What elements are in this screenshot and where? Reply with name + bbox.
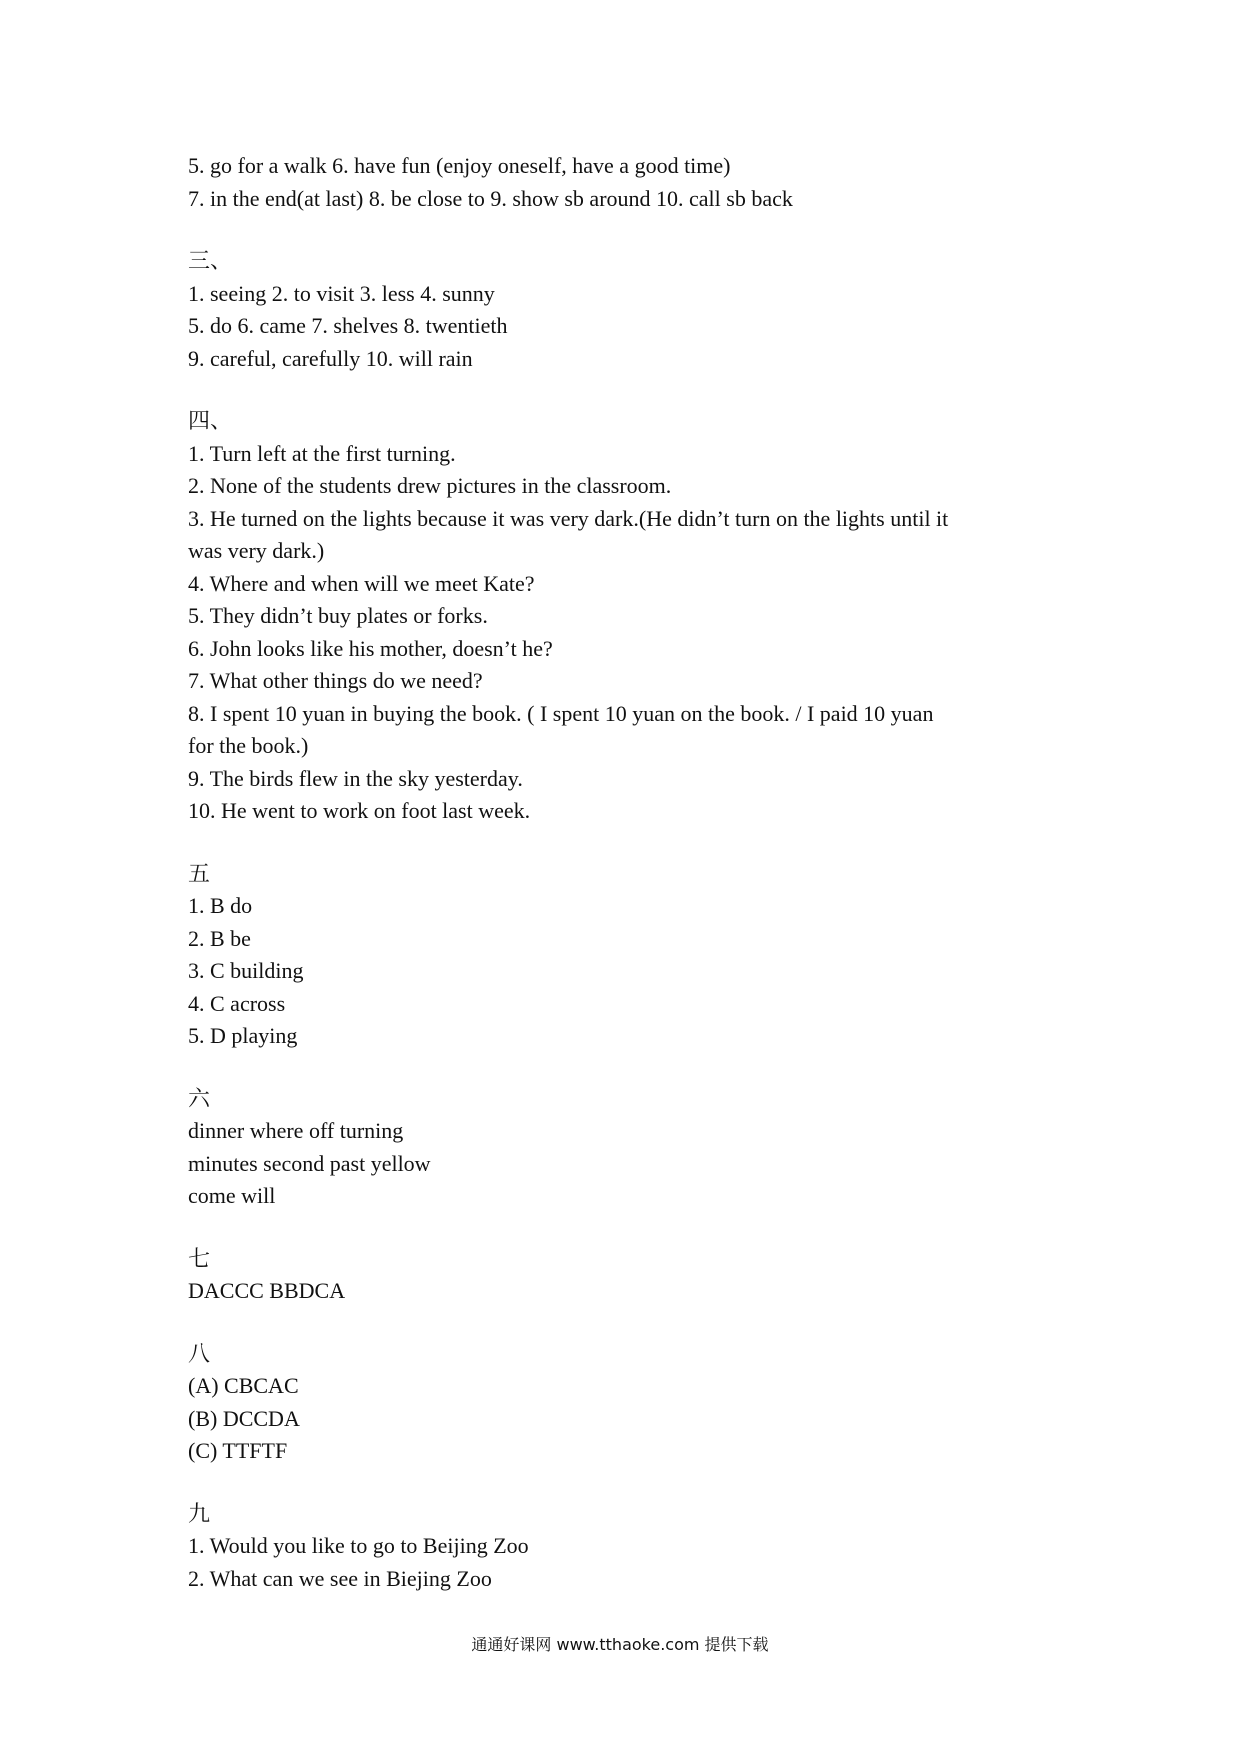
answer-line: 4. Where and when will we meet Kate?	[188, 570, 535, 596]
answer-line: 9. The birds flew in the sky yesterday.	[188, 765, 523, 791]
section-heading: 七	[188, 1245, 211, 1271]
answer-line: (A) CBCAC	[188, 1373, 299, 1398]
answer-line: DACCC BBDCA	[188, 1278, 346, 1303]
answer-line: 3. He turned on the lights because it was very dark.(He didn’t turn on the lights until it	[188, 505, 949, 531]
answer-line: 7. in the end(at last) 8. be close to 9. show sb around 10. call sb back	[188, 185, 793, 211]
answer-line: 10. He went to work on foot last week.	[188, 798, 531, 823]
section-9	[188, 1498, 1068, 1596]
section-5	[188, 858, 1068, 1053]
answer-line: (C) TTFTF	[188, 1438, 288, 1463]
answer-line: come will	[188, 1183, 276, 1208]
section-3	[188, 245, 1068, 375]
answer-line: 1. seeing 2. to visit 3. less 4. sunny	[188, 280, 495, 306]
section-heading: 五	[188, 860, 211, 886]
answer-line: 3. C building	[188, 958, 304, 983]
section-heading: 八	[188, 1340, 211, 1366]
section-8	[188, 1338, 1068, 1468]
answer-line: 5. go for a walk 6. have fun (enjoy oneself, have a good time)	[188, 153, 731, 178]
answer-line: 1. Would you like to go to Beijing Zoo	[188, 1533, 529, 1558]
section-heading: 六	[188, 1085, 211, 1111]
answer-line: 7. What other things do we need?	[188, 668, 483, 693]
answer-line: 4. C across	[188, 990, 286, 1016]
section-heading: 四、	[188, 408, 233, 433]
answer-line: 8. I spent 10 yuan in buying the book. ( I spent 10 yuan on the book. / I paid 10 yuan	[188, 700, 934, 726]
section-6	[188, 1083, 1068, 1213]
section-4	[188, 405, 1068, 828]
answer-line: 2. B be	[188, 925, 251, 951]
answer-line: (B) DCCDA	[188, 1405, 300, 1431]
section-heading: 三、	[188, 248, 233, 273]
answer-line: 5. do 6. came 7. shelves 8. twentieth	[188, 313, 508, 338]
answer-line: dinner where off turning	[188, 1118, 404, 1143]
answer-line: for the book.)	[188, 733, 309, 758]
answer-line: 6. John looks like his mother, doesn’t he?	[188, 635, 553, 661]
answer-line: 5. They didn’t buy plates or forks.	[188, 603, 488, 628]
answer-line: 2. None of the students drew pictures in the classroom.	[188, 473, 672, 498]
answer-line: was very dark.)	[188, 538, 325, 563]
section-2-continued	[188, 150, 1068, 215]
answer-line: 2. What can we see in Biejing Zoo	[188, 1565, 492, 1591]
answer-line: 5. D playing	[188, 1023, 298, 1048]
answer-line: 1. Turn left at the first turning.	[188, 440, 456, 466]
section-7	[188, 1243, 1068, 1308]
answer-line: minutes second past yellow	[188, 1150, 431, 1176]
answer-line: 9. careful, carefully 10. will rain	[188, 345, 473, 371]
section-heading: 九	[188, 1500, 211, 1526]
answer-sheet	[188, 150, 1068, 1595]
page-footer: 通通好课网 www.tthaoke.com 提供下载	[471, 1635, 769, 1654]
answer-line: 1. B do	[188, 893, 253, 918]
